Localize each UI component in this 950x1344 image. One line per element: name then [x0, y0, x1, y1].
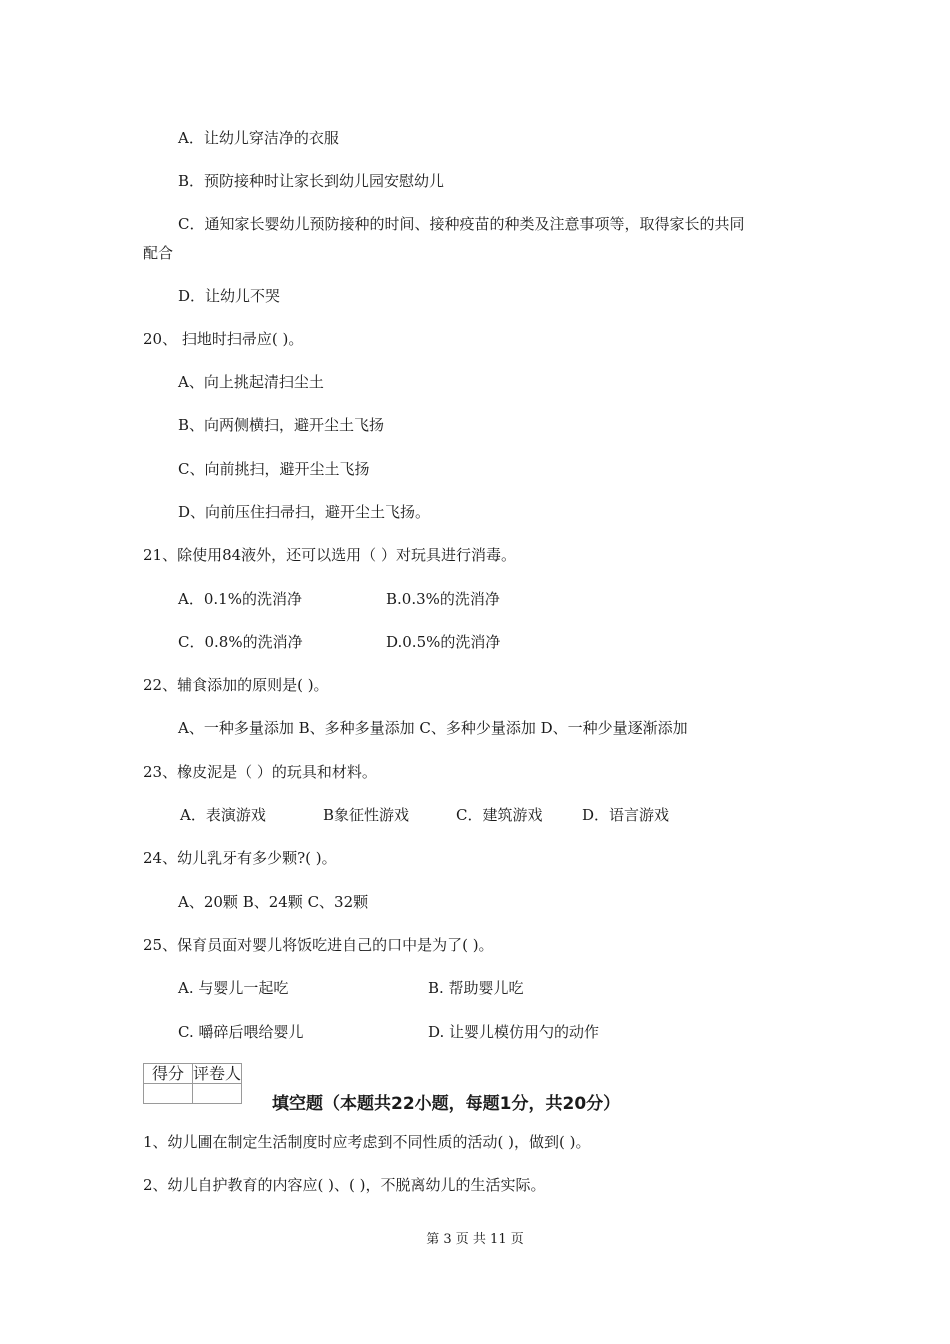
q19-option-c: C．通知家长婴幼儿预防接种的时间、接种疫苗的种类及注意事项等，取得家长的共同 — [178, 215, 745, 233]
q19-option-a: A．让幼儿穿洁净的衣服 — [178, 129, 339, 147]
q21-stem: 21、除使用84液外，还可以选用（ ）对玩具进行消毒。 — [143, 546, 516, 564]
q20-option-b: B、向两侧横扫，避开尘土飞扬 — [178, 416, 385, 434]
q20-option-c: C、向前挑扫，避开尘土飞扬 — [178, 460, 370, 478]
q23-option-a: A．表演游戏 — [180, 806, 266, 824]
q25-option-b: B. 帮助婴儿吃 — [428, 979, 524, 997]
q23-option-b: B象征性游戏 — [323, 806, 410, 824]
fill-q2: 2、幼儿自护教育的内容应( )、( )，不脱离幼儿的生活实际。 — [143, 1176, 546, 1194]
section-title: 填空题（本题共22小题，每题1分，共20分） — [272, 1094, 621, 1114]
q25-stem: 25、保育员面对婴儿将饭吃进自己的口中是为了( )。 — [143, 936, 494, 954]
score-label: 得分 — [144, 1064, 193, 1084]
q22-options: A、一种多量添加 B、多种多量添加 C、多种少量添加 D、一种少量逐渐添加 — [178, 719, 688, 737]
q23-option-c: C．建筑游戏 — [456, 806, 543, 824]
q19-option-d: D．让幼儿不哭 — [178, 287, 281, 305]
q22-stem: 22、辅食添加的原则是( )。 — [143, 676, 329, 694]
q21-option-b: B.0.3%的洗消净 — [386, 590, 500, 608]
q25-option-a: A. 与婴儿一起吃 — [178, 979, 289, 997]
q25-option-d: D. 让婴儿模仿用勺的动作 — [428, 1023, 600, 1041]
fill-q1: 1、幼儿圃在制定生活制度时应考虑到不同性质的活动( )，做到( )。 — [143, 1133, 591, 1151]
q21-option-a: A．0.1%的洗消净 — [178, 590, 302, 608]
q24-options: A、20颗 B、24颗 C、32颗 — [178, 893, 369, 911]
q24-stem: 24、幼儿乳牙有多少颗?( )。 — [143, 849, 337, 867]
score-cell — [144, 1084, 193, 1104]
q19-option-c-continued: 配合 — [143, 244, 174, 262]
page-footer: 第 3 页 共 11 页 — [426, 1232, 524, 1247]
q20-option-a: A、向上挑起清扫尘土 — [178, 373, 324, 391]
q25-option-c: C. 嚼碎后喂给婴儿 — [178, 1023, 304, 1041]
q23-option-d: D．语言游戏 — [582, 806, 670, 824]
score-table — [143, 1063, 242, 1104]
grader-label: 评卷人 — [193, 1064, 242, 1083]
q19-option-b: B．预防接种时让家长到幼儿园安慰幼儿 — [178, 172, 445, 190]
grader-cell — [193, 1084, 242, 1104]
q20-stem: 20、 扫地时扫帚应( )。 — [143, 330, 304, 348]
q23-stem: 23、橡皮泥是（ ）的玩具和材料。 — [143, 763, 377, 781]
q21-option-c: C．0.8%的洗消净 — [178, 633, 303, 651]
q21-option-d: D.0.5%的洗消净 — [386, 633, 501, 651]
q20-option-d: D、向前压住扫帚扫，避开尘土飞扬。 — [178, 503, 431, 521]
